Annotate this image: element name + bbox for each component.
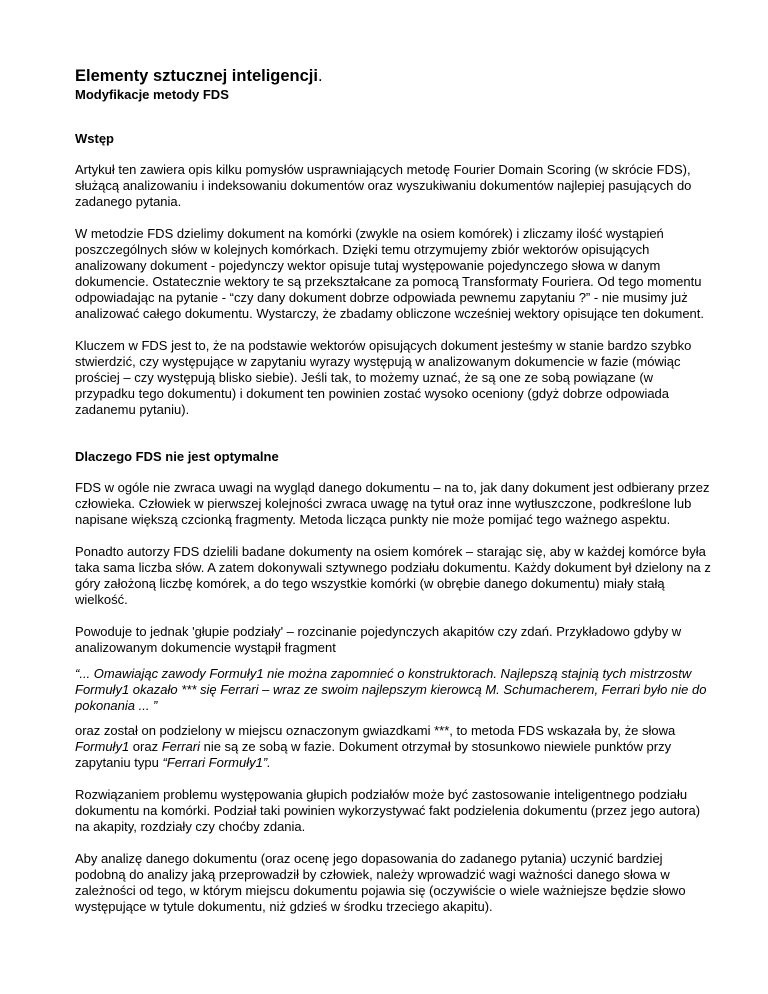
section-heading-why: Dlaczego FDS nie jest optymalne [75,449,279,464]
document-subtitle: Modyfikacje metody FDS [75,87,229,102]
section-heading-intro: Wstęp [75,131,114,146]
title-dot: . [317,67,323,85]
intro-paragraph-2: W metodzie FDS dzielimy dokument na komórki (zwykle na osiem komórek) i zliczamy ilość wystąpień poszczególnych słów w kolejnych komórkach. Dzięki temu otrzymujemy zbiór wektorów opisujących analizowany dokument - pojedynczy wektor opisuje tutaj występowanie pojedynczego słowa w danym dokumencie. Ostatecznie wektory te są przekształcane za pomocą Transformaty Fouriera. Od tego momentu odpowiadając na pytanie - “czy dany dokument dobrze odpowiada pewnemu zapytaniu ?” - nie musimy już analizować całego dokumentu. Wystarczy, że zbadamy obliczone wcześniej wektory opisujące ten dokument. [75,226,705,321]
p4-term-ferrari: Ferrari [161,739,200,754]
why-paragraph-1: FDS w ogóle nie zwraca uwagi na wygląd danego dokumentu – na to, jak dany dokument jest odbierany przez człowieka. Człowiek w pierwszej kolejności zwraca uwagę na tytuł oraz inne wytłuszczone, podkreślone lub napisane większą czcionką fragmenty. Metoda licząca punkty nie może pomijać tego ważnego aspektu. [75,480,710,527]
why-paragraph-2: Ponadto autorzy FDS dzielili badane dokumenty na osiem komórek – starając się, aby w każdej komórce była taka sama liczba słów. A zatem dokonywali sztywnego podziału dokumentu. Każdy dokument był dzielony na z góry założoną liczbę komórek, a do tego wszystkie komórki (w obrębie danego dokumentu) miały stałą wielkość. [75,544,711,607]
p4-term-formula: Formuły1 [75,739,130,754]
document-title [75,66,715,86]
p4-text-a: oraz został on podzielony w miejscu oznaczonym gwiazdkami ***, to metoda FDS wskazała by, że słowa [75,723,676,738]
intro-paragraph-3: Kluczem w FDS jest to, że na podstawie wektorów opisujących dokument jesteśmy w stanie bardzo szybko stwierdzić, czy występujące w zapytaniu wyrazy występują w analizowanym dokumencie w fazie (mówiąc prościej – czy występują blisko siebie). Jeśli tak, to możemy uznać, że są one ze sobą powiązane (w przypadku tego dokumentu) i dokument ten powinien zostać wysoko oceniony (gdyż dobrze odpowiada zadanemu pytaniu). [75,338,692,417]
example-quote: “... Omawiając zawody Formuły1 nie można zapomnieć o konstruktorach. Najlepszą stajnią tych mistrzostw Formuły1 okazało *** się Ferrari – wraz ze swoim najlepszym kierowcą M. Schumacherem, Ferrari było nie do pokonania ... ” [75,666,707,713]
document-page [75,66,715,915]
p4-text-c: nie są ze sobą w fazie. Dokument otrzymał by stosunkowo niewiele punktów przy zapytaniu typu [75,739,672,770]
why-paragraph-3: Powoduje to jednak 'głupie podziały' – rozcinanie pojedynczych akapitów czy zdań. Przykładowo gdyby w analizowanym dokumencie wystąpił fragment [75,624,682,655]
why-paragraph-4 [75,723,715,771]
p4-text-b: oraz [129,739,162,754]
title-text: Elementy sztucznej inteligencji [75,67,318,85]
p4-query: “Ferrari Formuły1”. [162,755,271,770]
intro-paragraph-1: Artykuł ten zawiera opis kilku pomysłów usprawniających metodę Fourier Domain Scoring (w skrócie FDS), służącą analizowaniu i indeksowaniu dokumentów oraz wyszukiwaniu dokumentów najlepiej pasujących do zadanego pytania. [75,162,692,209]
why-paragraph-6: Aby analizę danego dokumentu (oraz ocenę jego dopasowania do zadanego pytania) uczynić bardziej podobną do analizy jaką przeprowadził by człowiek, należy wprowadzić wagi ważności danego słowa w zależności od tego, w którym miejscu dokumentu pojawia się (oczywiście o wiele ważniejsze będzie słowo występujące w tytule dokumentu, niż gdzieś w środku trzeciego akapitu). [75,851,686,914]
why-paragraph-5: Rozwiązaniem problemu występowania głupich podziałów może być zastosowanie inteligentnego podziału dokumentu na komórki. Podział taki powinien wykorzystywać fakt podzielenia dokumentu (przez jego autora) na akapity, rozdziały czy choćby zdania. [75,787,701,834]
